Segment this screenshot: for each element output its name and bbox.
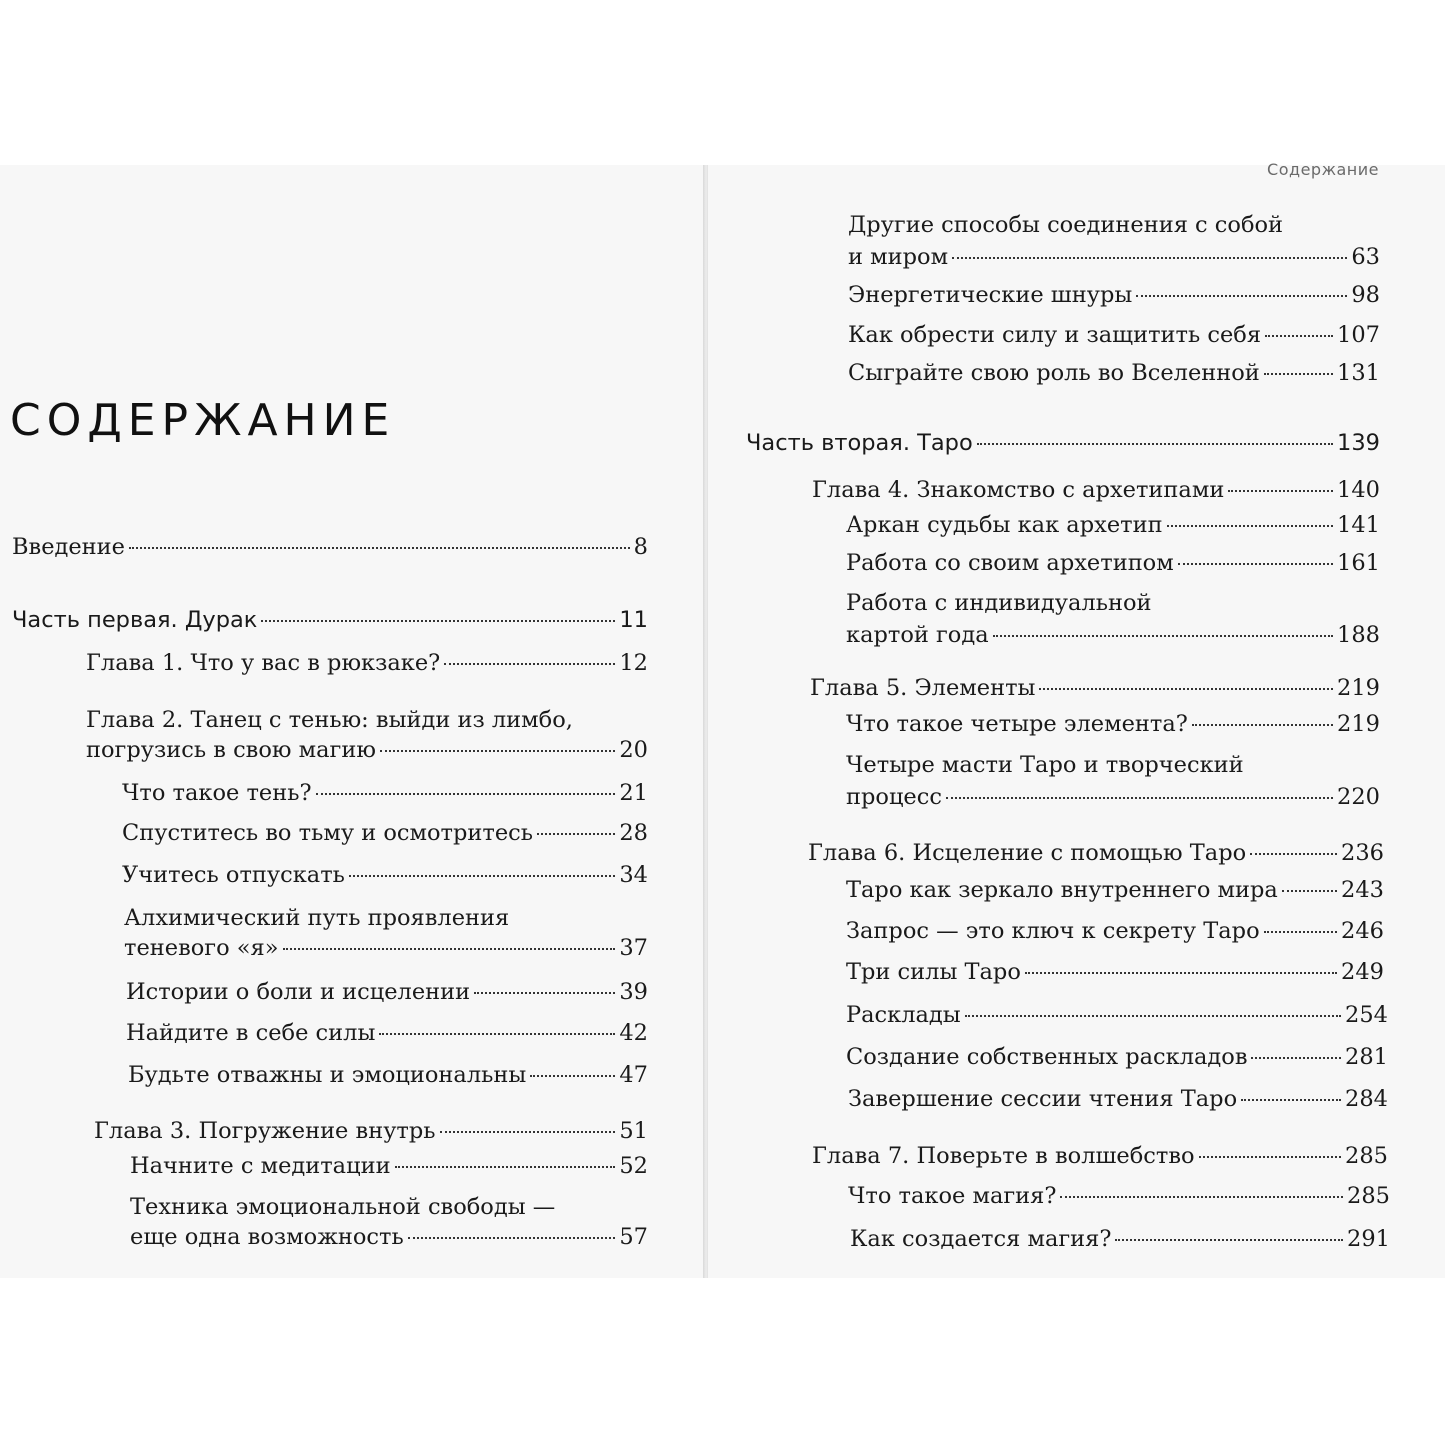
toc-section-line: Техника эмоциональной свободы — (130, 1194, 556, 1220)
page-number: 219 (1337, 675, 1380, 701)
page-number: 291 (1347, 1226, 1390, 1252)
page-number: 131 (1337, 360, 1380, 386)
toc-section: Энергетические шнуры 98 (848, 282, 1380, 308)
page-number: 220 (1337, 784, 1380, 810)
leader-dots (977, 443, 1333, 445)
toc-section: Учитесь отпускать 34 (122, 862, 648, 888)
leader-dots (440, 1131, 616, 1133)
toc-section: Создание собственных раскладов 281 (846, 1044, 1388, 1070)
toc-section: Расклады 254 (846, 1002, 1388, 1028)
page-number: 8 (633, 534, 648, 560)
toc-section: Что такое тень? 21 (122, 780, 648, 806)
page-number: 34 (619, 862, 648, 888)
leader-dots (1039, 688, 1333, 690)
leader-dots (474, 992, 615, 994)
toc-chapter: Глава 1. Что у вас в рюкзаке? 12 (86, 650, 648, 676)
leader-dots (349, 875, 615, 877)
leader-dots (1241, 1099, 1341, 1101)
leader-dots (530, 1075, 615, 1077)
page-number: 52 (619, 1153, 648, 1179)
page-number: 140 (1337, 477, 1380, 503)
page-number: 243 (1341, 877, 1384, 903)
leader-dots (1025, 972, 1337, 974)
leader-dots (283, 948, 616, 950)
toc-chapter: Глава 5. Элементы 219 (810, 675, 1380, 701)
leader-dots (408, 1237, 616, 1239)
page-number: 57 (619, 1224, 648, 1250)
leader-dots (1282, 890, 1337, 892)
leader-dots (1178, 563, 1333, 565)
page-number: 284 (1345, 1086, 1388, 1112)
leader-dots (1264, 373, 1333, 375)
page-number: 42 (619, 1020, 648, 1046)
toc-section: Спуститесь во тьму и осмотритесь 28 (122, 820, 648, 846)
leader-dots (1136, 295, 1347, 297)
toc-chapter: Глава 4. Знакомство с архетипами 140 (812, 477, 1380, 503)
leader-dots (1192, 724, 1333, 726)
toc-section: и миром 63 (848, 244, 1380, 270)
leader-dots (380, 750, 615, 752)
leader-dots (1060, 1196, 1343, 1198)
page-number: 47 (619, 1062, 648, 1088)
page-number: 12 (619, 650, 648, 676)
toc-section: Как создается магия? 291 (850, 1226, 1390, 1252)
toc-section: Будьте отважны и эмоциональны 47 (128, 1062, 648, 1088)
toc-section-line: Другие способы соединения с собой (848, 212, 1284, 238)
toc-part: Часть вторая. Таро 139 (746, 430, 1380, 456)
toc-section: Что такое магия? 285 (848, 1183, 1390, 1209)
leader-dots (316, 793, 616, 795)
toc-section: Завершение сессии чтения Таро 284 (848, 1086, 1388, 1112)
page-number: 236 (1341, 840, 1384, 866)
leader-dots (965, 1015, 1341, 1017)
leader-dots (537, 833, 615, 835)
toc-chapter: погрузись в свою магию 20 (86, 737, 648, 763)
leader-dots (379, 1033, 615, 1035)
page-number: 285 (1345, 1143, 1388, 1169)
toc-section: теневого «я» 37 (124, 935, 648, 961)
leader-dots (1265, 335, 1333, 337)
page-number: 51 (619, 1118, 648, 1144)
page-number: 188 (1337, 622, 1380, 648)
toc-section-line: Алхимический путь проявления (124, 905, 510, 931)
page-number: 285 (1347, 1183, 1390, 1209)
page-number: 219 (1337, 711, 1380, 737)
toc-chapter: Глава 7. Поверьте в волшебство 285 (812, 1143, 1388, 1169)
running-header: Содержание (1267, 160, 1379, 179)
page-number: 161 (1337, 550, 1380, 576)
leader-dots (1264, 931, 1337, 933)
page-number: 63 (1351, 244, 1380, 270)
toc-chapter: Глава 3. Погружение внутрь 51 (94, 1118, 648, 1144)
page-title: СОДЕРЖАНИЕ (10, 395, 396, 446)
toc-section: картой года 188 (846, 622, 1380, 648)
toc-section: Таро как зеркало внутреннего мира 243 (846, 877, 1384, 903)
page-number: 39 (619, 979, 648, 1005)
toc-chapter: Глава 6. Исцеление с помощью Таро 236 (808, 840, 1384, 866)
leader-dots (395, 1166, 616, 1168)
page-number: 98 (1351, 282, 1380, 308)
leader-dots (129, 547, 630, 549)
page-number: 141 (1337, 512, 1380, 538)
leader-dots (1115, 1239, 1343, 1241)
leader-dots (1228, 490, 1333, 492)
leader-dots (1199, 1156, 1342, 1158)
toc-entry: Введение 8 (12, 534, 648, 560)
page-number: 20 (619, 737, 648, 763)
toc-section-line: Работа с индивидуальной (846, 590, 1152, 616)
page-number: 21 (619, 780, 648, 806)
page-number: 11 (619, 607, 648, 633)
page-number: 246 (1341, 918, 1384, 944)
leader-dots (444, 663, 615, 665)
toc-section: Истории о боли и исцелении 39 (126, 979, 648, 1005)
leader-dots (1167, 525, 1333, 527)
page-number: 249 (1341, 959, 1384, 985)
leader-dots (261, 620, 615, 622)
toc-section: Начните с медитации 52 (130, 1153, 648, 1179)
toc-section: Что такое четыре элемента? 219 (846, 711, 1380, 737)
leader-dots (952, 257, 1347, 259)
leader-dots (946, 797, 1333, 799)
toc-section: Аркан судьбы как архетип 141 (846, 512, 1380, 538)
page-number: 254 (1345, 1002, 1388, 1028)
toc-section-line: Четыре масти Таро и творческий (846, 752, 1244, 778)
toc-section: Сыграйте свою роль во Вселенной 131 (848, 360, 1380, 386)
toc-chapter-line: Глава 2. Танец с тенью: выйди из лимбо, (86, 707, 573, 733)
page-number: 107 (1337, 322, 1380, 348)
toc-section: Найдите в себе силы 42 (126, 1020, 648, 1046)
toc-section: еще одна возможность 57 (130, 1224, 648, 1250)
toc-section: Как обрести силу и защитить себя 107 (848, 322, 1380, 348)
toc-section: процесс 220 (846, 784, 1380, 810)
leader-dots (1251, 1057, 1341, 1059)
toc-section: Три силы Таро 249 (846, 959, 1384, 985)
page-number: 37 (619, 935, 648, 961)
page-number: 28 (619, 820, 648, 846)
leader-dots (1250, 853, 1337, 855)
page-number: 139 (1337, 430, 1380, 456)
leader-dots (993, 635, 1333, 637)
toc-section: Работа со своим архетипом 161 (846, 550, 1380, 576)
toc-section: Запрос — это ключ к секрету Таро 246 (846, 918, 1384, 944)
toc-part: Часть первая. Дурак 11 (12, 607, 648, 633)
page-number: 281 (1345, 1044, 1388, 1070)
